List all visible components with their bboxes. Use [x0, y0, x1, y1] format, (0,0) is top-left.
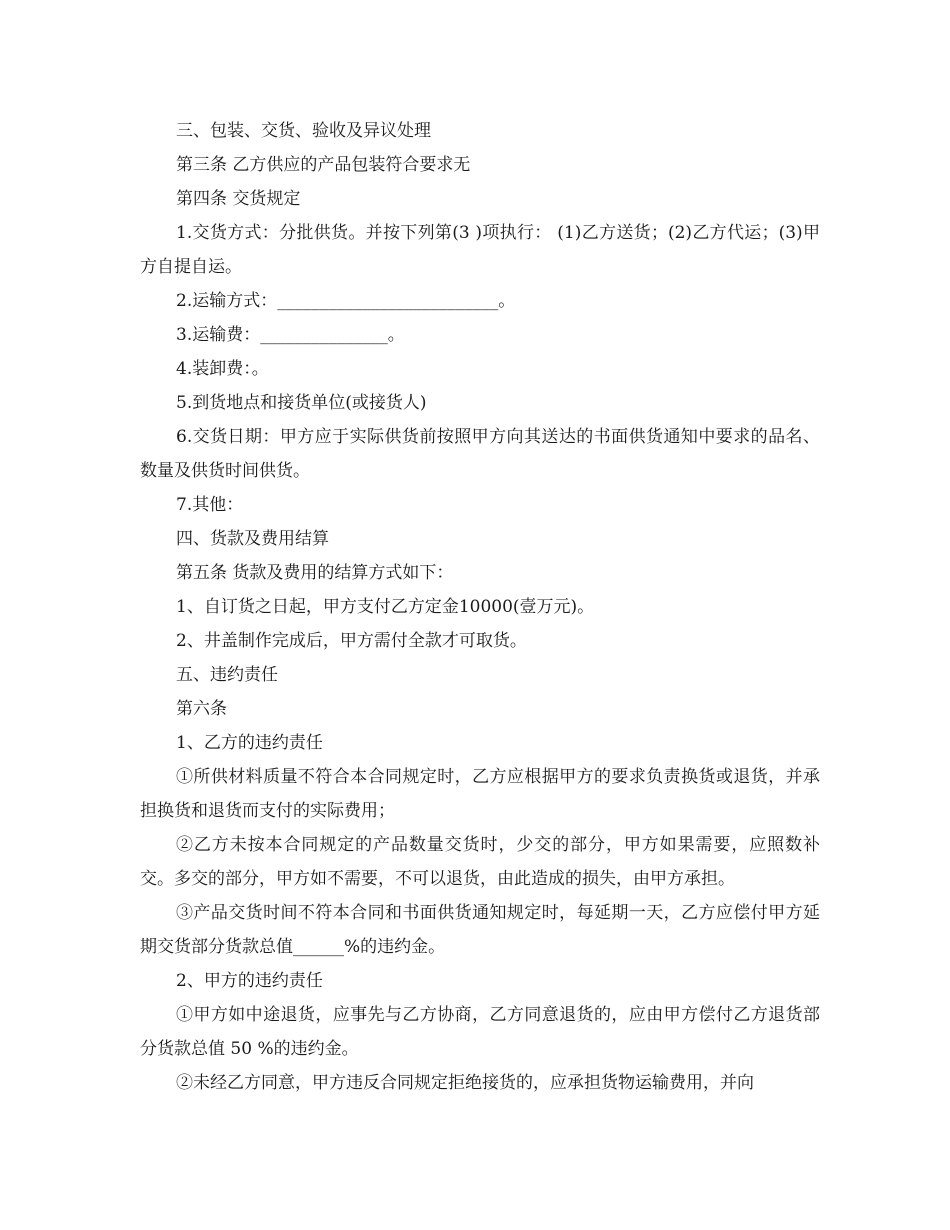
transport-method: 2.运输方式：__________________________。: [176, 291, 516, 311]
party-b-liability-2: ②乙方未按本合同规定的产品数量交货时，少交的部分，甲方如果需要，应照数补交。多交的部分，甲方如不需要，不可以退货，由此造成的损失，由甲方承担。: [140, 835, 820, 889]
article-4-heading: 第四条 交货规定: [176, 189, 301, 209]
transport-fee: 3.运输费：_______________。: [176, 325, 405, 345]
delivery-date: 6.交货日期：甲方应于实际供货前按照甲方向其送达的书面供货通知中要求的品名、数量及供货时间供货。: [140, 427, 820, 481]
other-terms: 7.其他：: [176, 495, 244, 515]
party-a-liability-1: ①甲方如中途退货，应事先与乙方协商，乙方同意退货的，应由甲方偿付乙方退货部分货款总值 50 %的违约金。: [140, 1005, 820, 1059]
payment-final: 2、井盖制作完成后，甲方需付全款才可取货。: [176, 631, 527, 651]
delivery-method: 1.交货方式：分批供货。并按下列第(3 )项执行： (1)乙方送货；(2)乙方代运；(3)甲方自提自运。: [140, 223, 820, 277]
article-6: 第六条: [176, 699, 227, 719]
loading-fee: 4.装卸费：。: [176, 359, 269, 379]
delivery-location: 5.到货地点和接货单位(或接货人): [176, 393, 427, 413]
article-5: 第五条 货款及费用的结算方式如下：: [176, 563, 454, 583]
party-b-liability-1: ①所供材料质量不符合本合同规定时，乙方应根据甲方的要求负责换货或退货，并承担换货和退货而支付的实际费用；: [140, 767, 820, 821]
payment-deposit: 1、自订货之日起，甲方支付乙方定金10000(壹万元)。: [176, 597, 595, 617]
section-heading-packaging: 三、包装、交货、验收及异议处理: [176, 121, 431, 141]
section-heading-liability: 五、违约责任: [176, 665, 278, 685]
section-heading-payment: 四、货款及费用结算: [176, 529, 329, 549]
party-a-liability-2: ②未经乙方同意，甲方违反合同规定拒绝接货的，应承担货物运输费用，并向: [176, 1073, 754, 1093]
article-3: 第三条 乙方供应的产品包装符合要求无: [176, 155, 471, 175]
party-a-liability-heading: 2、甲方的违约责任: [176, 971, 323, 991]
party-b-liability-3: ③产品交货时间不符本合同和书面供货通知规定时，每延期一天，乙方应偿付甲方延期交货部分货款总值______%的违约金。: [140, 903, 820, 957]
party-b-liability-heading: 1、乙方的违约责任: [176, 733, 323, 753]
document-body: [140, 114, 820, 1100]
